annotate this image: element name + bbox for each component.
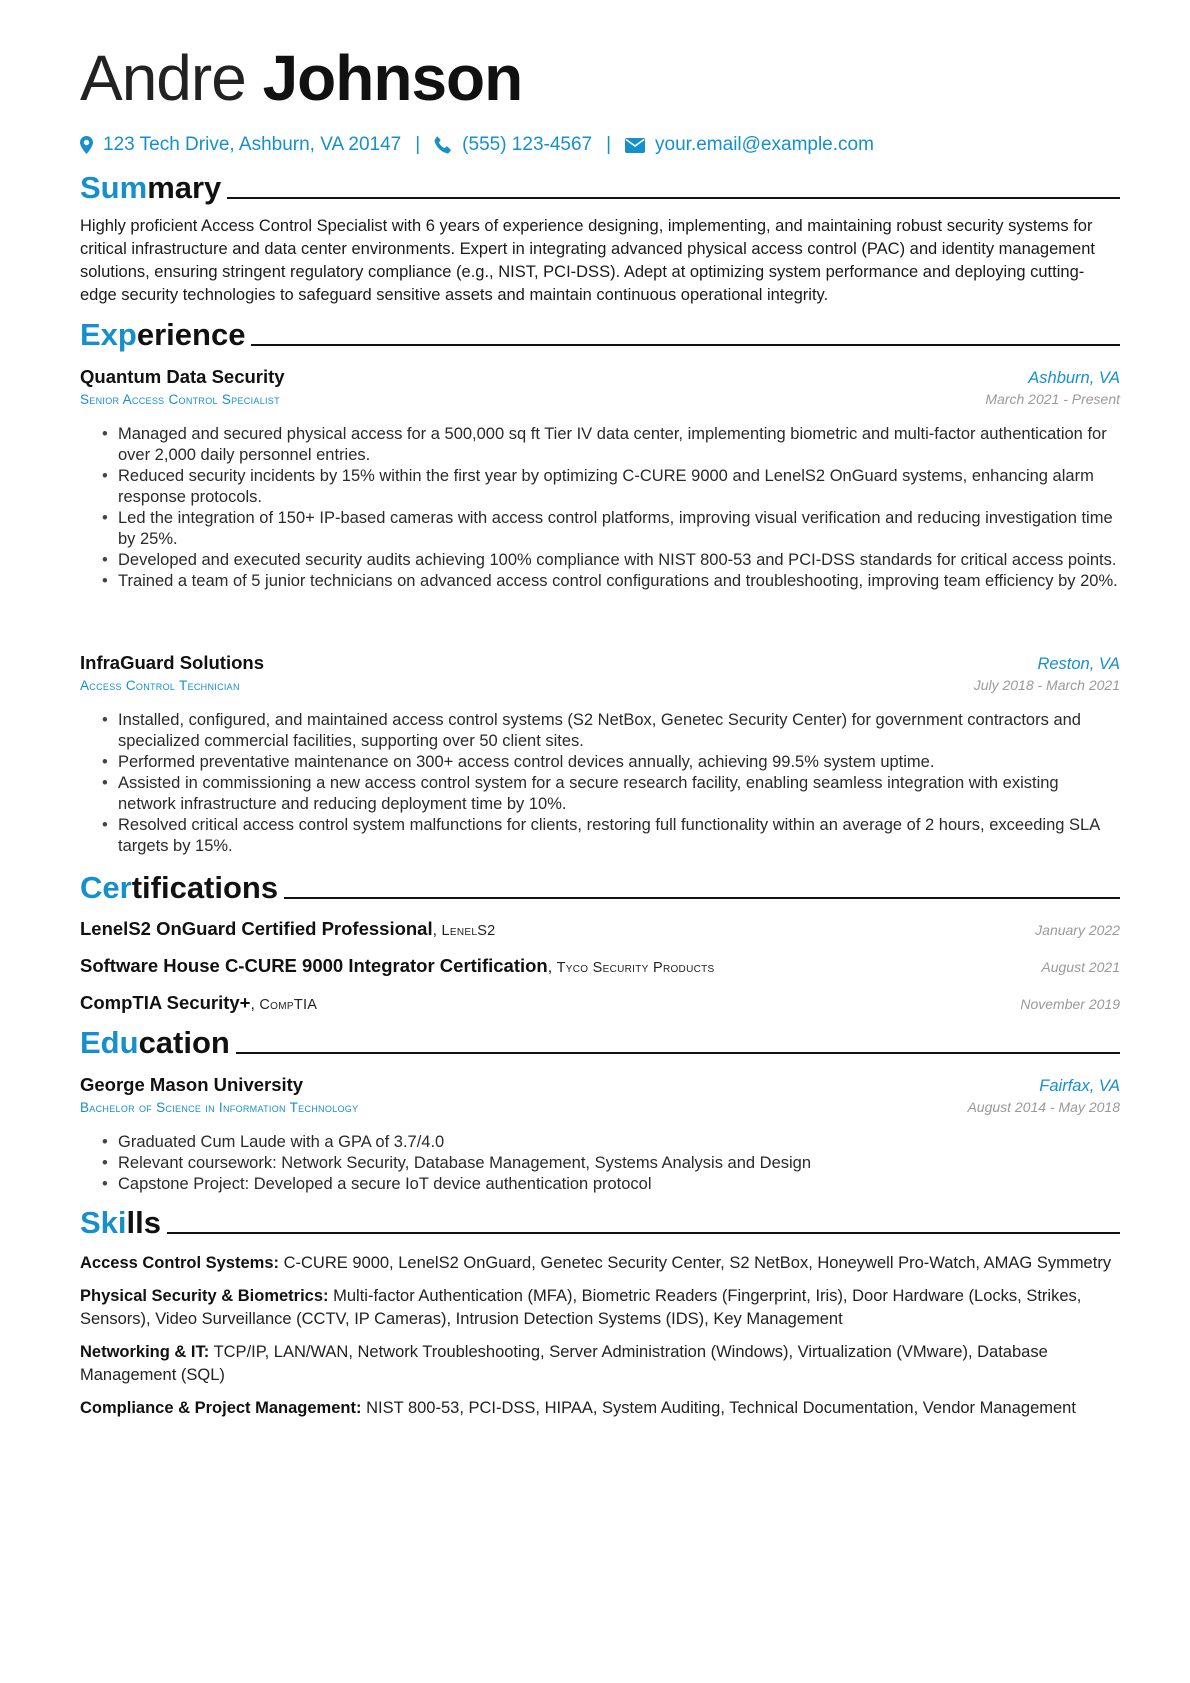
job-dates: March 2021 - Present [985, 391, 1120, 407]
section-rule [227, 197, 1120, 199]
certification-row: CompTIA Security+, CompTIA November 2019 [80, 992, 1120, 1013]
skill-value: TCP/IP, LAN/WAN, Network Troubleshooting, Server Administration (Windows), Virtualization (VMware), Database Management (SQL) [80, 1343, 1048, 1384]
section-rule [251, 344, 1120, 346]
education-bullets [80, 1132, 1120, 1195]
experience-bullets [80, 710, 1120, 857]
phone-icon [434, 136, 452, 154]
section-education [80, 1025, 1120, 1061]
skill-label: Access Control Systems: [80, 1254, 279, 1272]
section-rule [167, 1232, 1120, 1234]
envelope-icon [625, 138, 645, 153]
candidate-name [80, 42, 522, 114]
skill-value: NIST 800-53, PCI-DSS, HIPAA, System Auditing, Technical Documentation, Vendor Management [366, 1399, 1076, 1417]
skill-row [80, 1397, 1120, 1420]
experience-entry [80, 366, 1120, 407]
certification-date: November 2019 [1020, 996, 1120, 1012]
contact-line [80, 134, 874, 156]
skill-row [80, 1252, 1120, 1275]
section-certifications [80, 870, 1120, 906]
certification-issuer: CompTIA [259, 997, 318, 1013]
job-title: Senior Access Control Specialist [80, 392, 280, 407]
list-item: • Assisted in commissioning a new access control system for a secure research facility, enabling seamless integration with existing network infrastructure and reducing deployment time by 10%. [118, 773, 1120, 815]
first-name: Andre [80, 42, 246, 114]
section-title: Certifications [80, 870, 279, 905]
skill-label: Networking & IT: [80, 1343, 210, 1361]
job-location: Ashburn, VA [1028, 369, 1120, 387]
email-link[interactable]: your.email@example.com [655, 134, 874, 155]
skill-row [80, 1341, 1120, 1387]
list-item: • Graduated Cum Laude with a GPA of 3.7/4.0 [118, 1132, 1120, 1153]
certification-issuer: Tyco Security Products [556, 960, 715, 976]
section-rule [236, 1052, 1120, 1054]
section-title: Experience [80, 317, 246, 352]
list-item: • Developed and executed security audits achieving 100% compliance with NIST 800-53 and PCI-DSS standards for critical access points. [118, 550, 1120, 571]
section-title: Education [80, 1025, 230, 1060]
list-item: • Resolved critical access control system malfunctions for clients, restoring full functionality within an average of 2 hours, exceeding SLA targets by 15%. [118, 815, 1120, 857]
degree-title: Bachelor of Science in Information Technology [80, 1100, 359, 1115]
skill-label: Compliance & Project Management: [80, 1399, 362, 1417]
email-item[interactable] [625, 134, 874, 156]
experience-bullets [80, 424, 1120, 592]
section-skills [80, 1205, 1120, 1241]
certification-name: CompTIA Security+ [80, 992, 251, 1013]
company-name: Quantum Data Security [80, 366, 285, 387]
job-title: Access Control Technician [80, 678, 240, 693]
certification-date: January 2022 [1035, 922, 1120, 938]
job-location: Reston, VA [1037, 655, 1120, 673]
section-experience [80, 317, 1120, 353]
certification-issuer: LenelS2 [441, 923, 496, 939]
contact-separator: | [606, 134, 612, 155]
skill-value: Multi-factor Authentication (MFA), Biometric Readers (Fingerprint, Iris), Door Hardware (Locks, Strikes, Sensors), Video Surveillance (CCTV, IP Cameras), Intrusion Detection Systems (IDS), Key Management [80, 1287, 1082, 1328]
experience-entry [80, 652, 1120, 693]
address-text: 123 Tech Drive, Ashburn, VA 20147 [103, 134, 402, 155]
company-name: InfraGuard Solutions [80, 652, 264, 673]
list-item: • Trained a team of 5 junior technicians on advanced access control configurations and troubleshooting, improving team efficiency by 20%. [118, 571, 1120, 592]
school-name: George Mason University [80, 1074, 304, 1095]
section-title: Summary [80, 170, 222, 205]
phone-item [434, 134, 592, 156]
list-item: • Performed preventative maintenance on 300+ access control devices annually, achieving 99.5% system uptime. [118, 752, 1120, 773]
certification-row: Software House C-CURE 9000 Integrator Certification, Tyco Security Products August 2021 [80, 955, 1120, 976]
job-dates: July 2018 - March 2021 [973, 677, 1120, 693]
address-item [80, 134, 401, 156]
map-pin-icon [80, 136, 93, 154]
skill-row [80, 1285, 1120, 1331]
certification-name: Software House C-CURE 9000 Integrator Certification [80, 955, 548, 976]
list-item: • Led the integration of 150+ IP-based cameras with access control platforms, improving visual verification and reducing investigation time by 25%. [118, 508, 1120, 550]
list-item: • Managed and secured physical access for a 500,000 sq ft Tier IV data center, implementing biometric and multi-factor authentication for over 2,000 daily personnel entries. [118, 424, 1120, 466]
phone-text: (555) 123-4567 [462, 134, 593, 155]
certification-name: LenelS2 OnGuard Certified Professional [80, 918, 433, 939]
list-item: • Relevant coursework: Network Security, Database Management, Systems Analysis and Design [118, 1153, 1120, 1174]
list-item: • Installed, configured, and maintained access control systems (S2 NetBox, Genetec Security Center) for government contractors and specialized commercial facilities, supporting over 50 client sites. [118, 710, 1120, 752]
section-summary [80, 170, 1120, 206]
section-title: Skills [80, 1205, 161, 1240]
school-location: Fairfax, VA [1039, 1077, 1120, 1095]
skill-label: Physical Security & Biometrics: [80, 1287, 329, 1305]
list-item: • Reduced security incidents by 15% within the first year by optimizing C-CURE 9000 and LenelS2 OnGuard systems, enhancing alarm response protocols. [118, 466, 1120, 508]
last-name: Johnson [262, 42, 523, 114]
summary-text: Highly proficient Access Control Specialist with 6 years of experience designing, implementing, and maintaining robust security systems for critical infrastructure and data center environments. Expert in integrating advanced physical access control (PAC) and identity management solutions, ensuring stringent regulatory compliance (e.g., NIST, PCI-DSS). Adept at optimizing system performance and deploying cutting-edge security technologies to safeguard sensitive assets and maintain continuous operational integrity. [80, 217, 1095, 304]
contact-separator: | [415, 134, 421, 155]
education-dates: August 2014 - May 2018 [967, 1099, 1120, 1115]
education-entry [80, 1074, 1120, 1115]
skill-value: C-CURE 9000, LenelS2 OnGuard, Genetec Security Center, S2 NetBox, Honeywell Pro-Watch, AMAG Symmetry [283, 1254, 1112, 1272]
list-item: • Capstone Project: Developed a secure IoT device authentication protocol [118, 1174, 1120, 1195]
certification-date: August 2021 [1041, 959, 1120, 975]
section-rule [284, 897, 1120, 899]
certification-row: LenelS2 OnGuard Certified Professional, LenelS2 January 2022 [80, 918, 1120, 939]
